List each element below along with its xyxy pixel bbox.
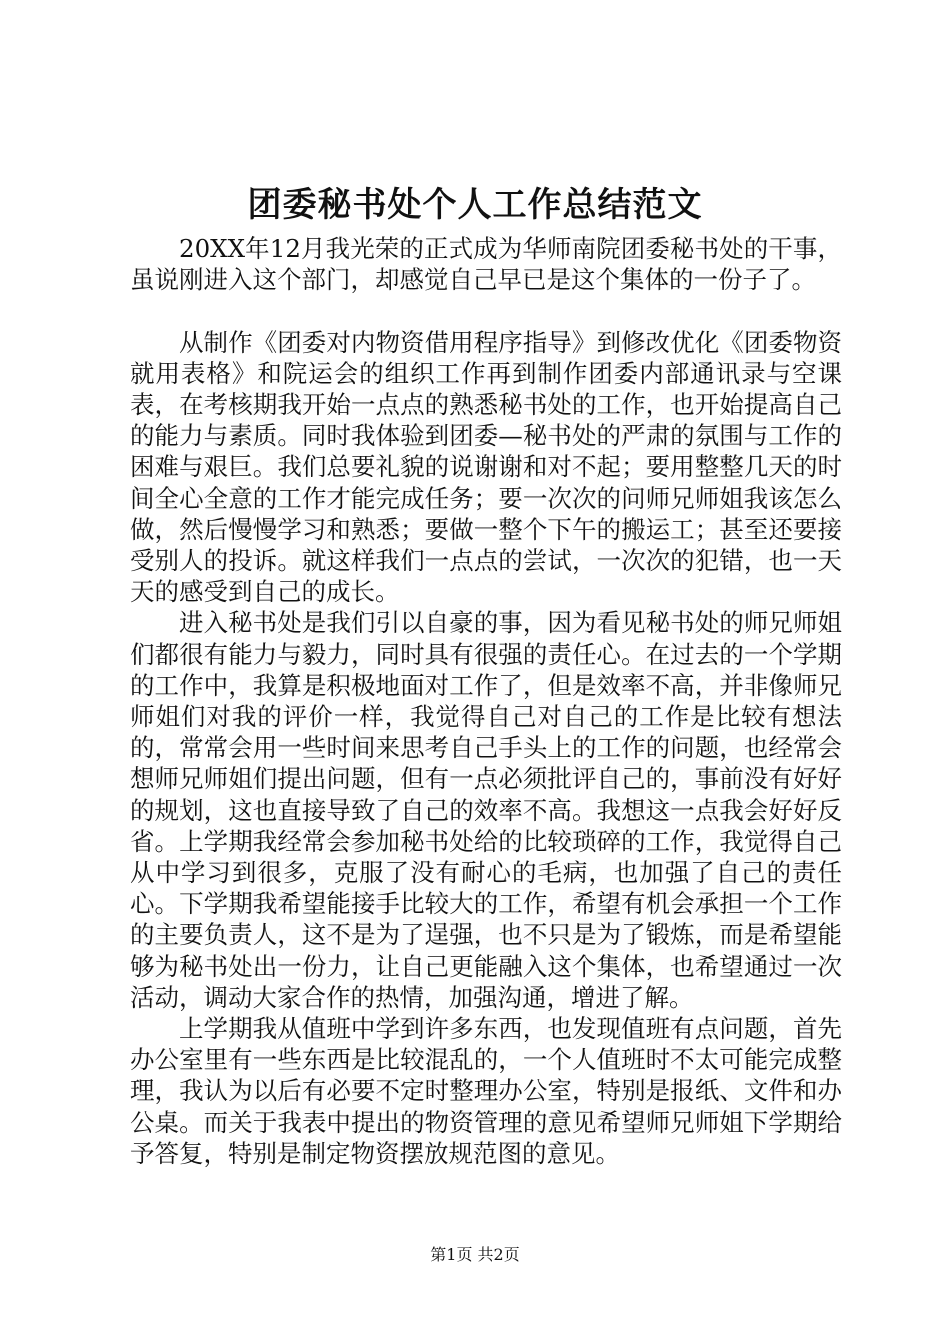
page-footer: 第1页 共2页 (430, 1245, 520, 1264)
paragraph-work-experience: 从制作《团委对内物资借用程序指导》到修改优化《团委物资就用表格》和院运会的组织工作再到制作团委内部通讯录与空课表，在考核期我开始一点点的熟悉秘书处的工作，也开始提高自己的能力与素质。同时我体验到团委—秘书处的严肃的氛围与工作的困难与艰巨。我们总要礼貌的说谢谢和对不起；要用整整几天的时间全心全意的工作才能完成任务；要一次次的问师兄师姐我该怎么做，然后慢慢学习和熟悉；要做一整个下午的搬运工；甚至还要接受别人的投诉。就这样我们一点点的尝试，一次次的犯错，也一天天的感受到自己的成长。 (130, 327, 842, 607)
document-title: 团委秘书处个人工作总结范文 (247, 185, 703, 225)
paragraph-intro: 20XX年12月我光荣的正式成为华师南院团委秘书处的干事，虽说刚进入这个部门，却感觉自己早已是这个集体的一份子了。 (130, 234, 842, 295)
paragraph-self-evaluation: 进入秘书处是我们引以自豪的事，因为看见秘书处的师兄师姐们都很有能力与毅力，同时具有很强的责任心。在过去的一个学期的工作中，我算是积极地面对工作了，但是效率不高，并非像师兄师姐们对我的评价一样，我觉得自己对自己的工作是比较有想法的，常常会用一些时间来思考自己手头上的工作的问题，也经常会想师兄师姐们提出问题，但有一点必须批评自己的，事前没有好好的规划，这也直接导致了自己的效率不高。我想这一点我会好好反省。上学期我经常会参加秘书处给的比较琐碎的工作，我觉得自己从中学习到很多，克服了没有耐心的毛病，也加强了自己的责任心。下学期我希望能接手比较大的工作，希望有机会承担一个工作的主要负责人，这不是为了逞强，也不只是为了锻炼，而是希望能够为秘书处出一份力，让自己更能融入这个集体，也希望通过一次活动，调动大家合作的热情，加强沟通，增进了解。 (130, 608, 842, 1012)
document-body (130, 233, 842, 1169)
paragraph-duty-suggestions: 上学期我从值班中学到许多东西，也发现值班有点问题，首先办公室里有一些东西是比较混乱的，一个人值班时不太可能完成整理，我认为以后有必要不定时整理办公室，特别是报纸、文件和办公桌。而关于我表中提出的物资管理的意见希望师兄师姐下学期给予答复，特别是制定物资摆放规范图的意见。 (130, 1014, 842, 1168)
